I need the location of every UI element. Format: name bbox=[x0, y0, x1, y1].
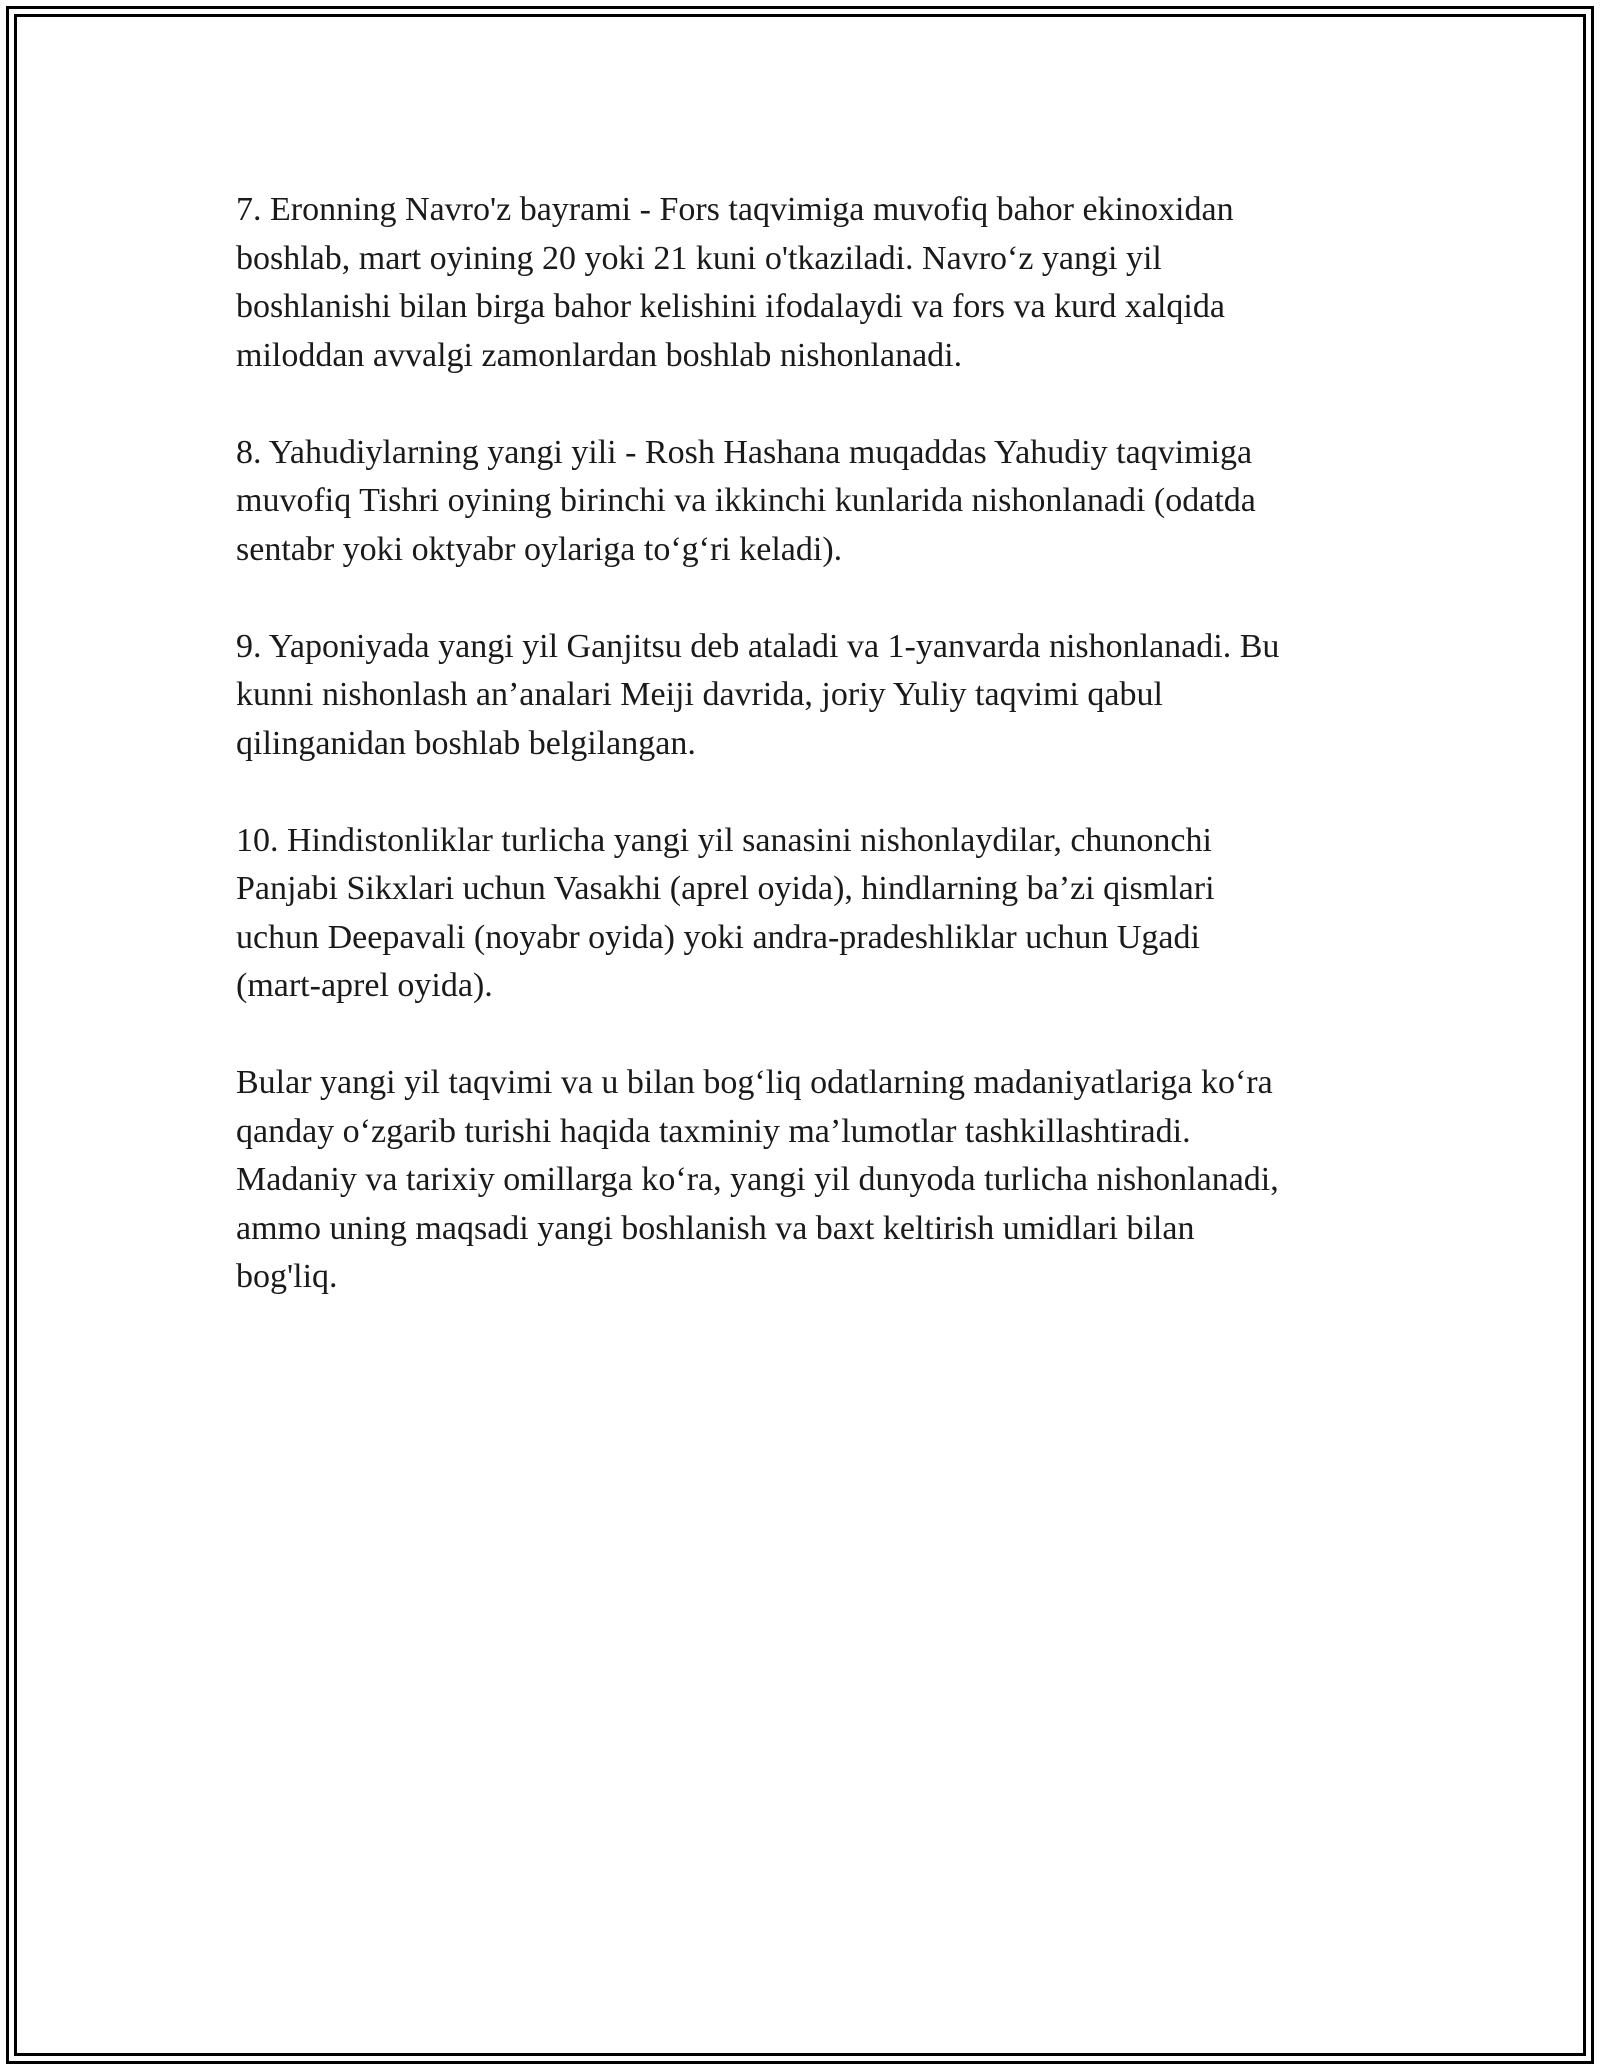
text-line: (mart-aprel oyida). bbox=[236, 967, 493, 1004]
text-line: Bular yangi yil taqvimi va u bilan bog‘liq odatlarning madaniyatlariga ko‘ra bbox=[236, 1064, 1273, 1101]
text-line: 8. Yahudiylarning yangi yili - Rosh Hashana muqaddas Yahudiy taqvimiga bbox=[236, 433, 1253, 471]
document-body bbox=[236, 186, 1376, 1350]
text-line: qilinganidan boshlab belgilangan. bbox=[236, 724, 696, 762]
text-line: sentabr yoki oktyabr oylariga to‘g‘ri keladi). bbox=[236, 530, 843, 568]
text-line: 9. Yaponiyada yangi yil Ganjitsu deb ataladi va 1-yanvarda nishonlanadi. Bu bbox=[236, 627, 1280, 665]
text-line: Madaniy va tarixiy omillarga ko‘ra, yangi yil dunyoda turlicha nishonlanadi, bbox=[236, 1161, 1279, 1198]
paragraph-india bbox=[236, 817, 1376, 1011]
text-line: miloddan avvalgi zamonlardan boshlab nishonlanadi. bbox=[236, 336, 963, 374]
text-line: boshlanishi bilan birga bahor kelishini ifodalaydi va fors va kurd xalqida bbox=[236, 288, 1225, 325]
text-line: bog'liq. bbox=[236, 1258, 338, 1295]
text-line: Panjabi Sikxlari uchun Vasakhi (aprel oyida), hindlarning ba’zi qismlari bbox=[236, 870, 1215, 907]
text-line: ammo uning maqsadi yangi boshlanish va baxt keltirish umidlari bilan bbox=[236, 1209, 1195, 1247]
text-line: boshlab, mart oyining 20 yoki 21 kuni o'tkaziladi. Navro‘z yangi yil bbox=[236, 239, 1162, 277]
text-line: uchun Deepavali (noyabr oyida) yoki andra-pradeshliklar uchun Ugadi bbox=[236, 918, 1200, 956]
paragraph-summary bbox=[236, 1059, 1376, 1302]
paragraph-navroz bbox=[236, 186, 1376, 380]
text-line: 7. Eronning Navro'z bayrami - Fors taqvimiga muvofiq bahor ekinoxidan bbox=[236, 191, 1234, 228]
text-line: 10. Hindistonliklar turlicha yangi yil sanasini nishonlaydilar, chunonchi bbox=[236, 821, 1212, 859]
text-line: muvofiq Tishri oyining birinchi va ikkinchi kunlarida nishonlanadi (odatda bbox=[236, 482, 1256, 519]
paragraph-rosh-hashana bbox=[236, 429, 1376, 575]
paragraph-ganjitsu bbox=[236, 623, 1376, 769]
text-line: kunni nishonlash an’analari Meiji davrida, joriy Yuliy taqvimi qabul bbox=[236, 676, 1163, 713]
text-line: qanday o‘zgarib turishi haqida taxminiy ma’lumotlar tashkillashtiradi. bbox=[236, 1112, 1191, 1150]
